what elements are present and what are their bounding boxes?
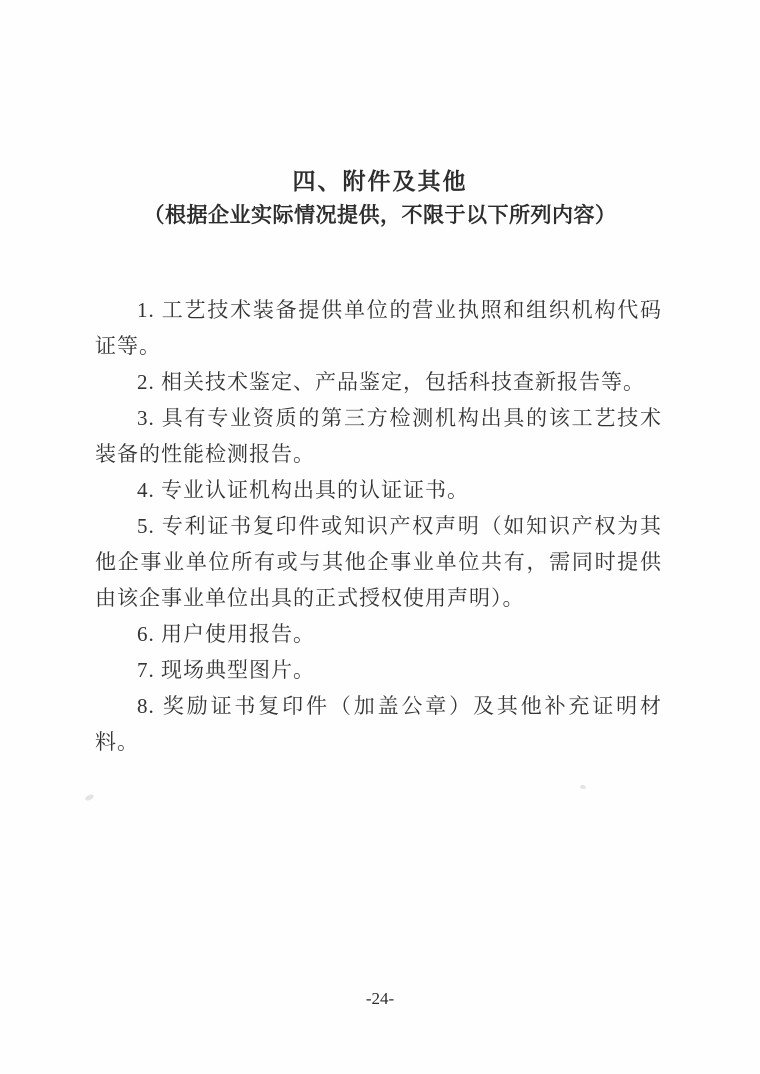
section-title: 四、附件及其他 — [292, 168, 468, 194]
list-item: 1. 工艺技术装备提供单位的营业执照和组织机构代码证等。 — [95, 298, 662, 358]
page-number: -24- — [365, 989, 395, 1008]
list-item: 3. 具有专业资质的第三方检测机构出具的该工艺技术装备的性能检测报告。 — [95, 406, 662, 466]
scan-noise-speck — [84, 793, 94, 801]
list-item: 7. 现场典型图片。 — [137, 658, 315, 682]
section-subtitle: （根据企业实际情况提供，不限于以下所列内容） — [143, 204, 617, 227]
attachment-list — [95, 292, 662, 760]
list-item: 5. 专利证书复印件或知识产权声明（如知识产权为其他企事业单位所有或与其他企事业单位共有，需同时提供由该企事业单位出具的正式授权使用声明）。 — [95, 514, 662, 610]
list-item: 6. 用户使用报告。 — [137, 622, 315, 646]
list-item: 8. 奖励证书复印件（加盖公章）及其他补充证明材料。 — [95, 694, 662, 754]
scan-noise-speck — [580, 784, 587, 789]
list-item: 2. 相关技术鉴定、产品鉴定，包括科技查新报告等。 — [137, 370, 645, 394]
list-item: 4. 专业认证机构出具的认证证书。 — [137, 478, 469, 502]
